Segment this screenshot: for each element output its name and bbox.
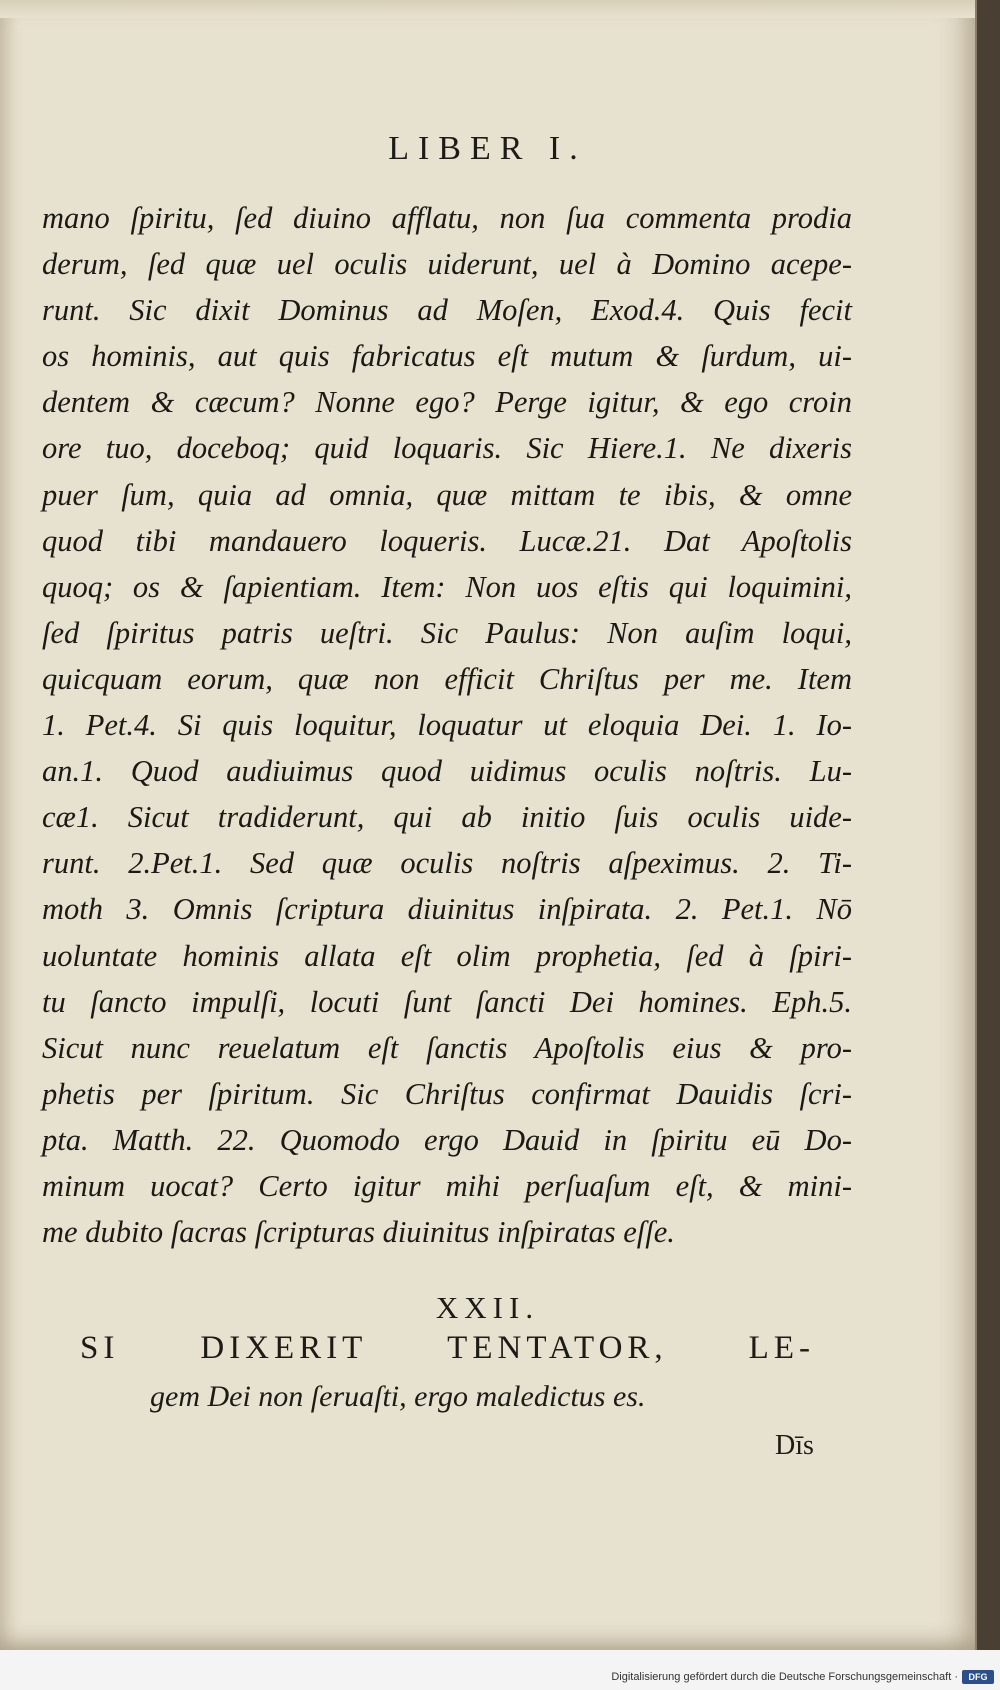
text-line: mano ſpiritu, ſed diuino afflatu, non ſua commenta prodia [42,201,852,235]
text-line: an.1. Quod audiuimus quod uidimus oculis noſtris. Lu- [42,754,852,789]
text-line: puer ſum, quia ad omnia, quæ mittam te ibis, & omne [42,477,852,512]
text-line: runt. 2.Pet.1. Sed quæ oculis noſtris aſpeximus. 2. Ti- [42,846,852,881]
section-number: XXII. [435,1290,540,1325]
section-heading-continuation: gem Dei non ſeruaſti, ergo maledictus es. [150,1380,646,1413]
text-line: Sicut nunc reuelatum eſt ſanctis Apoſtolis eius & pro- [42,1030,852,1065]
digitization-credit: Digitalisierung gefördert durch die Deutsche Forschungsgemeinschaft · [611,1671,958,1683]
dfg-logo: DFG [962,1670,994,1684]
text-line: quoq; os & ſapientiam. Item: Non uos eſtis qui loquimini, [42,569,852,604]
section-heading: SI DIXERIT TENTATOR, LE- [80,1330,815,1366]
text-line: runt. Sic dixit Dominus ad Moſen, Exod.4. Quis fecit [42,293,852,328]
text-line: me dubito ſacras ſcripturas diuinitus inſpiratas eſſe. [42,1215,675,1250]
catchword: Dīs [775,1430,814,1461]
footer-bar [0,1650,1000,1690]
body-text [42,195,852,1255]
text-line: dentem & cæcum? Nonne ego? Perge igitur, & ego croin [42,385,852,420]
page-top-edge [0,0,975,18]
text-line: cæ1. Sicut tradiderunt, qui ab initio ſuis oculis uide- [42,800,852,835]
text-line: quod tibi mandauero loqueris. Lucæ.21. Dat Apoſtolis [42,523,852,558]
text-line: pta. Matth. 22. Quomodo ergo Dauid in ſpiritu eū Do- [42,1122,852,1157]
text-line: os hominis, aut quis fabricatus eſt mutum & ſurdum, ui- [42,339,852,374]
text-line: moth 3. Omnis ſcriptura diuinitus inſpirata. 2. Pet.1. Nō [42,892,852,927]
text-line: minum uocat? Certo igitur mihi perſuaſum eſt, & mini- [42,1168,852,1203]
text-line: derum, ſed quæ uel oculis uiderunt, uel à Domino acepe- [42,247,852,282]
text-line: ſed ſpiritus patris ueſtri. Sic Paulus: Non auſim loqui, [42,615,852,650]
text-line: 1. Pet.4. Si quis loquitur, loquatur ut eloquia Dei. 1. Io- [42,708,852,743]
text-line: uoluntate hominis allata eſt olim prophetia, ſed à ſpiri- [42,938,852,973]
text-line: ore tuo, doceboq; quid loquaris. Sic Hiere.1. Ne dixeris [42,431,852,466]
running-head: LIBER I. [388,130,587,167]
text-line: phetis per ſpiritum. Sic Chriſtus confirmat Dauidis ſcri- [42,1076,852,1111]
text-line: tu ſancto impulſi, locuti ſunt ſancti Dei homines. Eph.5. [42,984,852,1019]
text-line: quicquam eorum, quæ non efficit Chriſtus per me. Item [42,661,852,696]
